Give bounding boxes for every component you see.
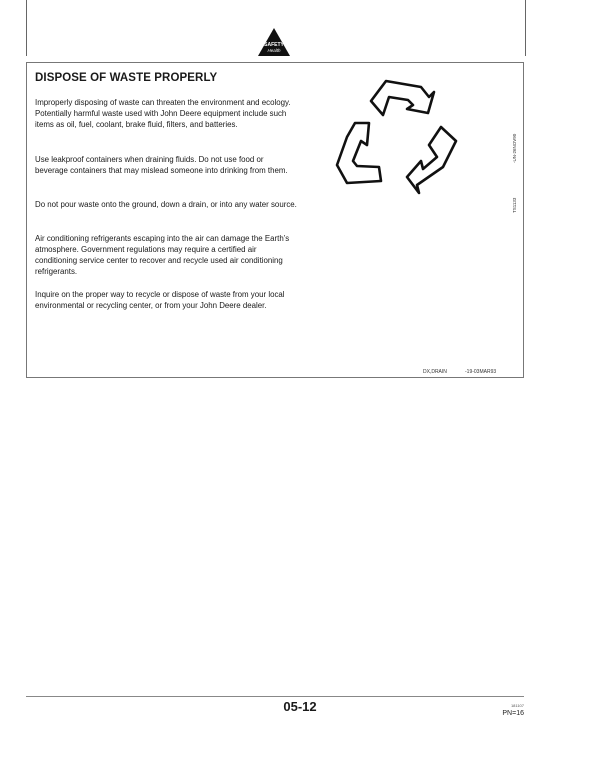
page-number: 05-12 <box>283 699 317 714</box>
paragraph-4: Air conditioning refrigerants escaping into the air can damage the Earth’s atmosphere. Government regulations may require a certified air conditioning service center to recover and recycle used air conditioning refrigerants. <box>35 234 290 276</box>
section-title: DISPOSE OF WASTE PROPERLY <box>35 72 218 84</box>
safety-icon-text-1: SAFETY <box>264 42 284 48</box>
image-code-1: TS1133 <box>512 197 517 213</box>
paragraph-1: Improperly disposing of waste can threaten the environment and ecology. Potentially harmful waste used with John Deere equipment include such items as oil, fuel, coolant, brake fluid, filters, and batteries. <box>35 98 291 129</box>
footer-code-right: -19-03MAR93 <box>465 369 497 375</box>
safety-icon-text-2: Health <box>267 48 281 53</box>
recycle-symbol-icon <box>331 75 461 200</box>
safety-alert-icon <box>257 27 291 57</box>
pn-number: PN=16 <box>502 710 524 717</box>
paragraph-2: Use leakproof containers when draining fluids. Do not use food or beverage containers that may mislead someone into drinking from them. <box>35 155 288 175</box>
safety-panel <box>26 62 524 378</box>
footer-rule <box>26 696 524 697</box>
footer-code-left: DX,DRAIN <box>423 369 447 375</box>
footer-small-code: 181107 <box>510 703 524 708</box>
paragraph-3: Do not pour waste onto the ground, down a drain, or into any water source. <box>35 200 297 209</box>
paragraph-5: Inquire on the proper way to recycle or dispose of waste from your local environmental or recycling center, or from your John Deere dealer. <box>35 290 285 310</box>
image-code-2: -UN-26NOV90 <box>512 133 517 163</box>
